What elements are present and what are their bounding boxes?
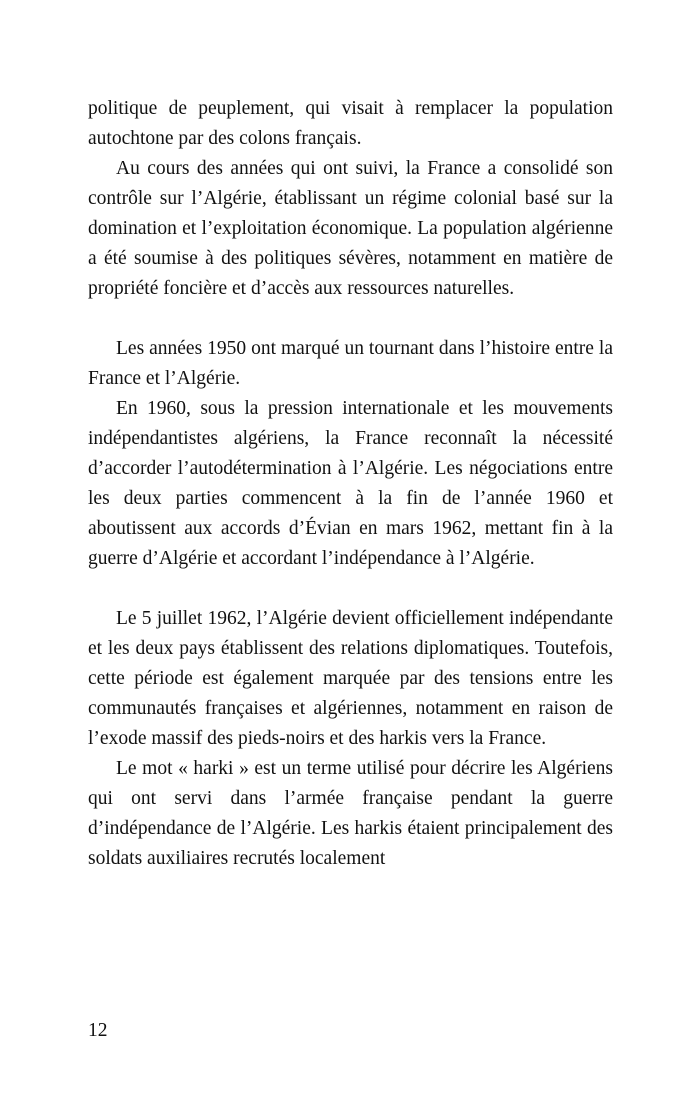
paragraph-independence: Le 5 juillet 1962, l’Algérie devient officiellement indépendante et les deux pays établissent des relations diplomatiques. Toutefois, cette période est également marquée par des tensions entre les communautés françaises et algériennes, notamment en raison de l’exode massif des pieds-noirs et des harkis vers la France. — [88, 608, 613, 749]
paragraph-harki-definition: Le mot « harki » est un terme utilisé pour décrire les Algériens qui ont servi dans l’armée française pendant la guerre d’indépendance de l’Algérie. Les harkis étaient principalement des soldats auxiliaires recrutés localement — [88, 758, 613, 869]
paragraph-1950s-turning-point: Les années 1950 ont marqué un tournant dans l’histoire entre la France et l’Algérie. — [88, 338, 613, 389]
paragraph-evian-accords: En 1960, sous la pression internationale et les mouvements indépendantistes algériens, la France reconnaît la nécessité d’accorder l’autodétermination à l’Algérie. Les négociations entre les deux parties commencent à la fin de l’année 1960 et aboutissent aux accords d’Évian en mars 1962, mettant fin à la guerre d’Algérie et accordant l’indépendance à l’Algérie. — [88, 398, 613, 569]
paragraph-continued: politique de peuplement, qui visait à remplacer la population autochtone par des colons français. — [88, 98, 613, 149]
page-number: 12 — [88, 1020, 108, 1041]
page-body — [88, 94, 613, 874]
paragraph-colonial-regime: Au cours des années qui ont suivi, la France a consolidé son contrôle sur l’Algérie, établissant un régime colonial basé sur la domination et l’exploitation économique. La population algérienne a été soumise à des politiques sévères, notamment en matière de propriété foncière et d’accès aux ressources naturelles. — [88, 158, 613, 299]
